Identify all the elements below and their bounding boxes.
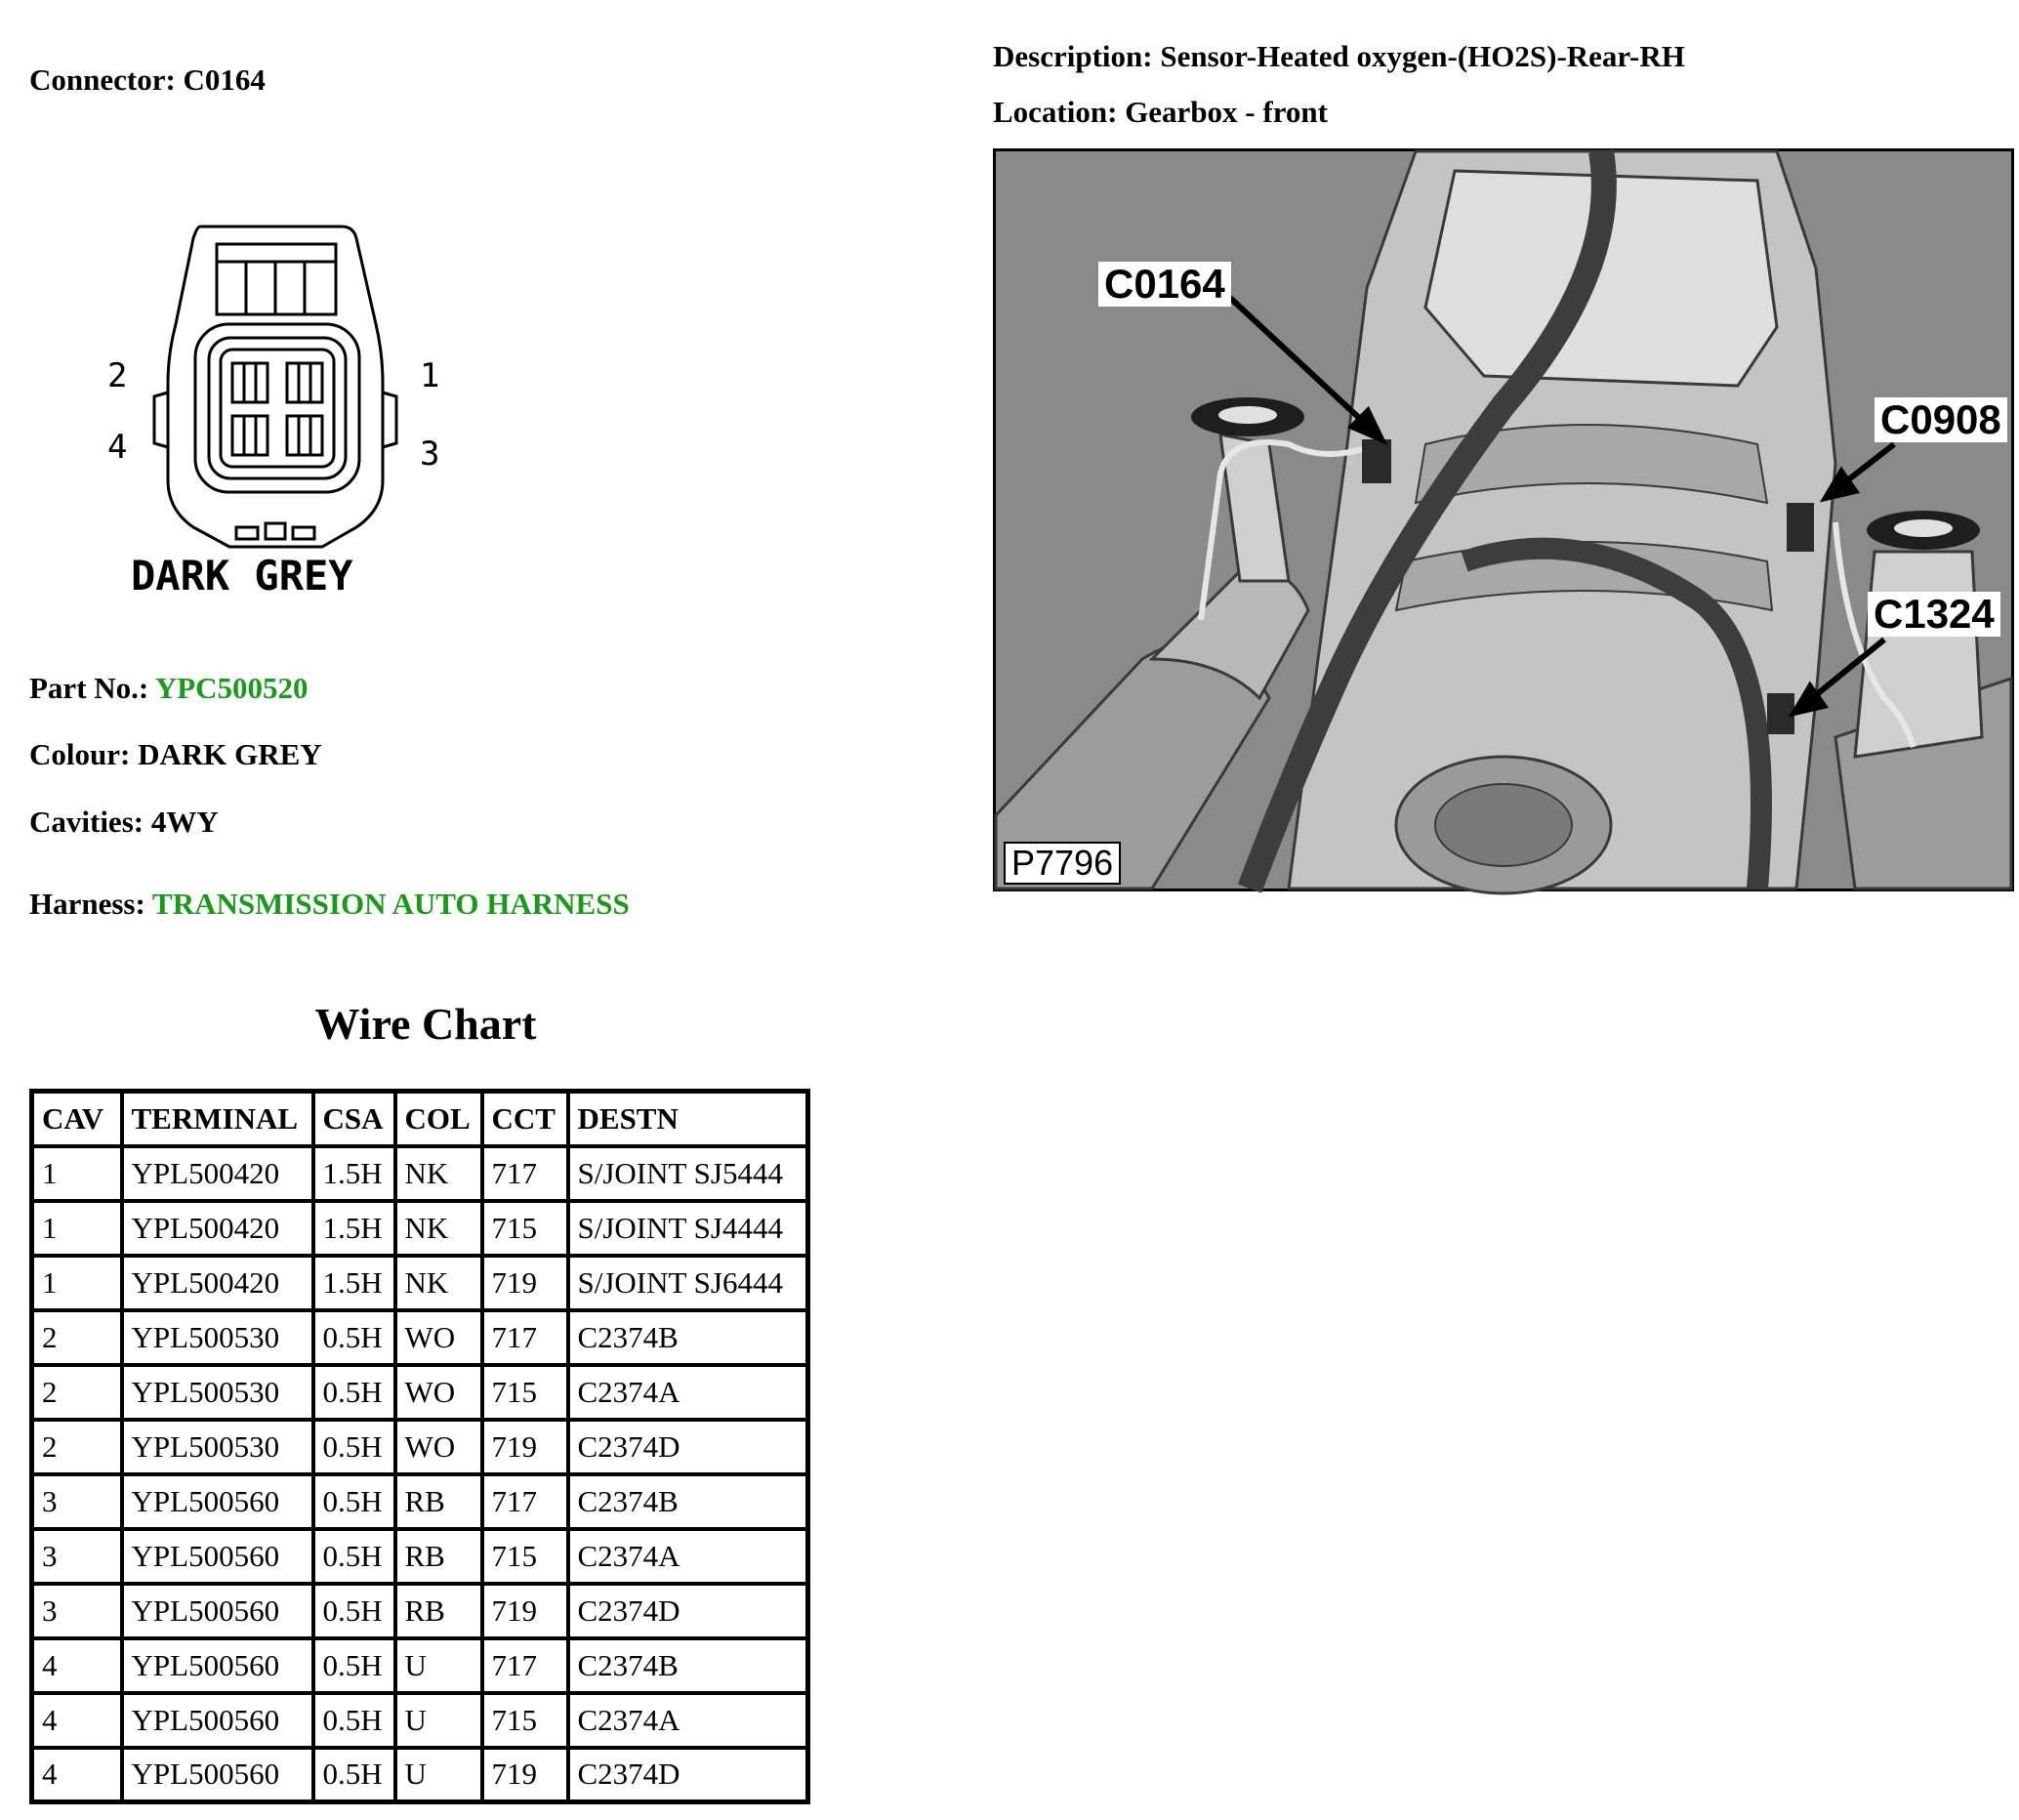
cell-csa: 0.5H (313, 1529, 395, 1584)
cell-cav: 4 (32, 1748, 122, 1802)
cell-csa: 0.5H (313, 1420, 395, 1474)
table-row (32, 1201, 808, 1256)
photo-reference: P7796 (1004, 842, 1121, 885)
table-header-row (32, 1092, 808, 1146)
cell-destn: C2374B (568, 1310, 808, 1365)
cell-csa: 0.5H (313, 1584, 395, 1638)
cell-cav: 1 (32, 1201, 122, 1256)
cell-cav: 4 (32, 1693, 122, 1748)
cell-cct: 715 (482, 1201, 568, 1256)
cell-cct: 717 (482, 1310, 568, 1365)
cell-destn: C2374D (568, 1748, 808, 1802)
cell-csa: 1.5H (313, 1256, 395, 1310)
cell-terminal: YPL500560 (122, 1693, 313, 1748)
pin-label-2: 2 (107, 356, 128, 395)
cell-cct: 715 (482, 1693, 568, 1748)
cell-destn: C2374D (568, 1584, 808, 1638)
cell-terminal: YPL500420 (122, 1146, 313, 1201)
cell-col: RB (395, 1529, 482, 1584)
colour-field (29, 737, 322, 772)
part-number-link[interactable]: YPC500520 (154, 671, 309, 705)
cavities-value: 4WY (150, 805, 219, 839)
wire-chart-table (29, 1089, 810, 1804)
callout-c0908: C0908 (1875, 397, 2007, 442)
cell-terminal: YPL500530 (122, 1420, 313, 1474)
cell-cav: 2 (32, 1310, 122, 1365)
cell-cct: 715 (482, 1365, 568, 1420)
header-cct: CCT (482, 1092, 568, 1146)
cell-col: U (395, 1638, 482, 1693)
wire-chart-title: Wire Chart (314, 999, 537, 1049)
location-photo (993, 148, 2014, 891)
cell-csa: 0.5H (313, 1474, 395, 1529)
header-destn: DESTN (568, 1092, 808, 1146)
cell-csa: 0.5H (313, 1748, 395, 1802)
cell-col: RB (395, 1474, 482, 1529)
part-number-label: Part No.: (29, 671, 149, 705)
cavities-label: Cavities: (29, 805, 144, 839)
description-value: Sensor-Heated oxygen-(HO2S)-Rear-RH (1160, 39, 1685, 73)
cell-terminal: YPL500530 (122, 1365, 313, 1420)
cell-destn: C2374B (568, 1474, 808, 1529)
cell-cct: 719 (482, 1256, 568, 1310)
cell-col: NK (395, 1256, 482, 1310)
header-cav: CAV (32, 1092, 122, 1146)
table-row (32, 1310, 808, 1365)
connector-face-icon (107, 217, 469, 607)
cell-terminal: YPL500560 (122, 1474, 313, 1529)
location-value: Gearbox - front (1125, 95, 1328, 129)
cell-col: U (395, 1748, 482, 1802)
cell-destn: C2374A (568, 1365, 808, 1420)
location-field (993, 95, 1328, 130)
description-label: Description: (993, 39, 1153, 73)
cell-col: U (395, 1693, 482, 1748)
cell-destn: S/JOINT SJ5444 (568, 1146, 808, 1201)
cell-destn: C2374B (568, 1638, 808, 1693)
table-row (32, 1474, 808, 1529)
cell-terminal: YPL500530 (122, 1310, 313, 1365)
connector-id: C0164 (183, 62, 266, 97)
cell-destn: C2374A (568, 1529, 808, 1584)
cell-col: WO (395, 1365, 482, 1420)
cell-cav: 2 (32, 1420, 122, 1474)
cell-csa: 1.5H (313, 1201, 395, 1256)
harness-field (29, 887, 630, 922)
connector-field (29, 62, 266, 98)
cell-destn: S/JOINT SJ4444 (568, 1201, 808, 1256)
pin-label-4: 4 (107, 428, 128, 467)
cell-col: RB (395, 1584, 482, 1638)
callout-c1324: C1324 (1868, 592, 2000, 637)
cell-csa: 0.5H (313, 1693, 395, 1748)
cell-csa: 0.5H (313, 1365, 395, 1420)
harness-link[interactable]: TRANSMISSION AUTO HARNESS (152, 887, 630, 921)
cell-cct: 715 (482, 1529, 568, 1584)
colour-label: Colour: (29, 737, 131, 771)
table-row (32, 1420, 808, 1474)
cell-cct: 719 (482, 1584, 568, 1638)
cell-terminal: YPL500420 (122, 1256, 313, 1310)
cell-cct: 717 (482, 1146, 568, 1201)
cell-col: NK (395, 1146, 482, 1201)
header-col: COL (395, 1092, 482, 1146)
cell-cct: 719 (482, 1748, 568, 1802)
table-row (32, 1365, 808, 1420)
table-row (32, 1256, 808, 1310)
connector-caption: DARK GREY (131, 552, 353, 600)
part-number-field (29, 671, 309, 706)
table-row (32, 1693, 808, 1748)
table-row (32, 1529, 808, 1584)
wire-chart-body (32, 1146, 808, 1802)
cell-cav: 3 (32, 1474, 122, 1529)
cell-col: WO (395, 1420, 482, 1474)
location-label: Location: (993, 95, 1118, 129)
cell-destn: C2374D (568, 1420, 808, 1474)
cell-terminal: YPL500560 (122, 1529, 313, 1584)
cell-cav: 1 (32, 1146, 122, 1201)
colour-value: DARK GREY (138, 737, 322, 771)
cell-cav: 3 (32, 1584, 122, 1638)
header-terminal: TERMINAL (122, 1092, 313, 1146)
cell-cct: 717 (482, 1638, 568, 1693)
cell-cct: 719 (482, 1420, 568, 1474)
cell-terminal: YPL500560 (122, 1748, 313, 1802)
cell-cct: 717 (482, 1474, 568, 1529)
cell-destn: S/JOINT SJ6444 (568, 1256, 808, 1310)
cell-csa: 1.5H (313, 1146, 395, 1201)
cell-destn: C2374A (568, 1693, 808, 1748)
cell-csa: 0.5H (313, 1310, 395, 1365)
pin-label-3: 3 (420, 434, 440, 474)
connector-face-drawing (107, 217, 469, 607)
cell-col: WO (395, 1310, 482, 1365)
description-field (993, 39, 1685, 74)
table-row (32, 1584, 808, 1638)
cell-terminal: YPL500560 (122, 1638, 313, 1693)
cell-col: NK (395, 1201, 482, 1256)
callout-c0164: C0164 (1098, 262, 1231, 307)
cell-terminal: YPL500560 (122, 1584, 313, 1638)
table-row (32, 1638, 808, 1693)
cell-cav: 2 (32, 1365, 122, 1420)
cell-csa: 0.5H (313, 1638, 395, 1693)
pin-label-1: 1 (420, 356, 440, 395)
harness-label: Harness: (29, 887, 145, 921)
cell-cav: 4 (32, 1638, 122, 1693)
connector-label: Connector: (29, 62, 176, 97)
cell-cav: 1 (32, 1256, 122, 1310)
cell-terminal: YPL500420 (122, 1201, 313, 1256)
table-row (32, 1146, 808, 1201)
cell-cav: 3 (32, 1529, 122, 1584)
cavities-field (29, 805, 219, 840)
header-csa: CSA (313, 1092, 395, 1146)
table-row (32, 1748, 808, 1802)
